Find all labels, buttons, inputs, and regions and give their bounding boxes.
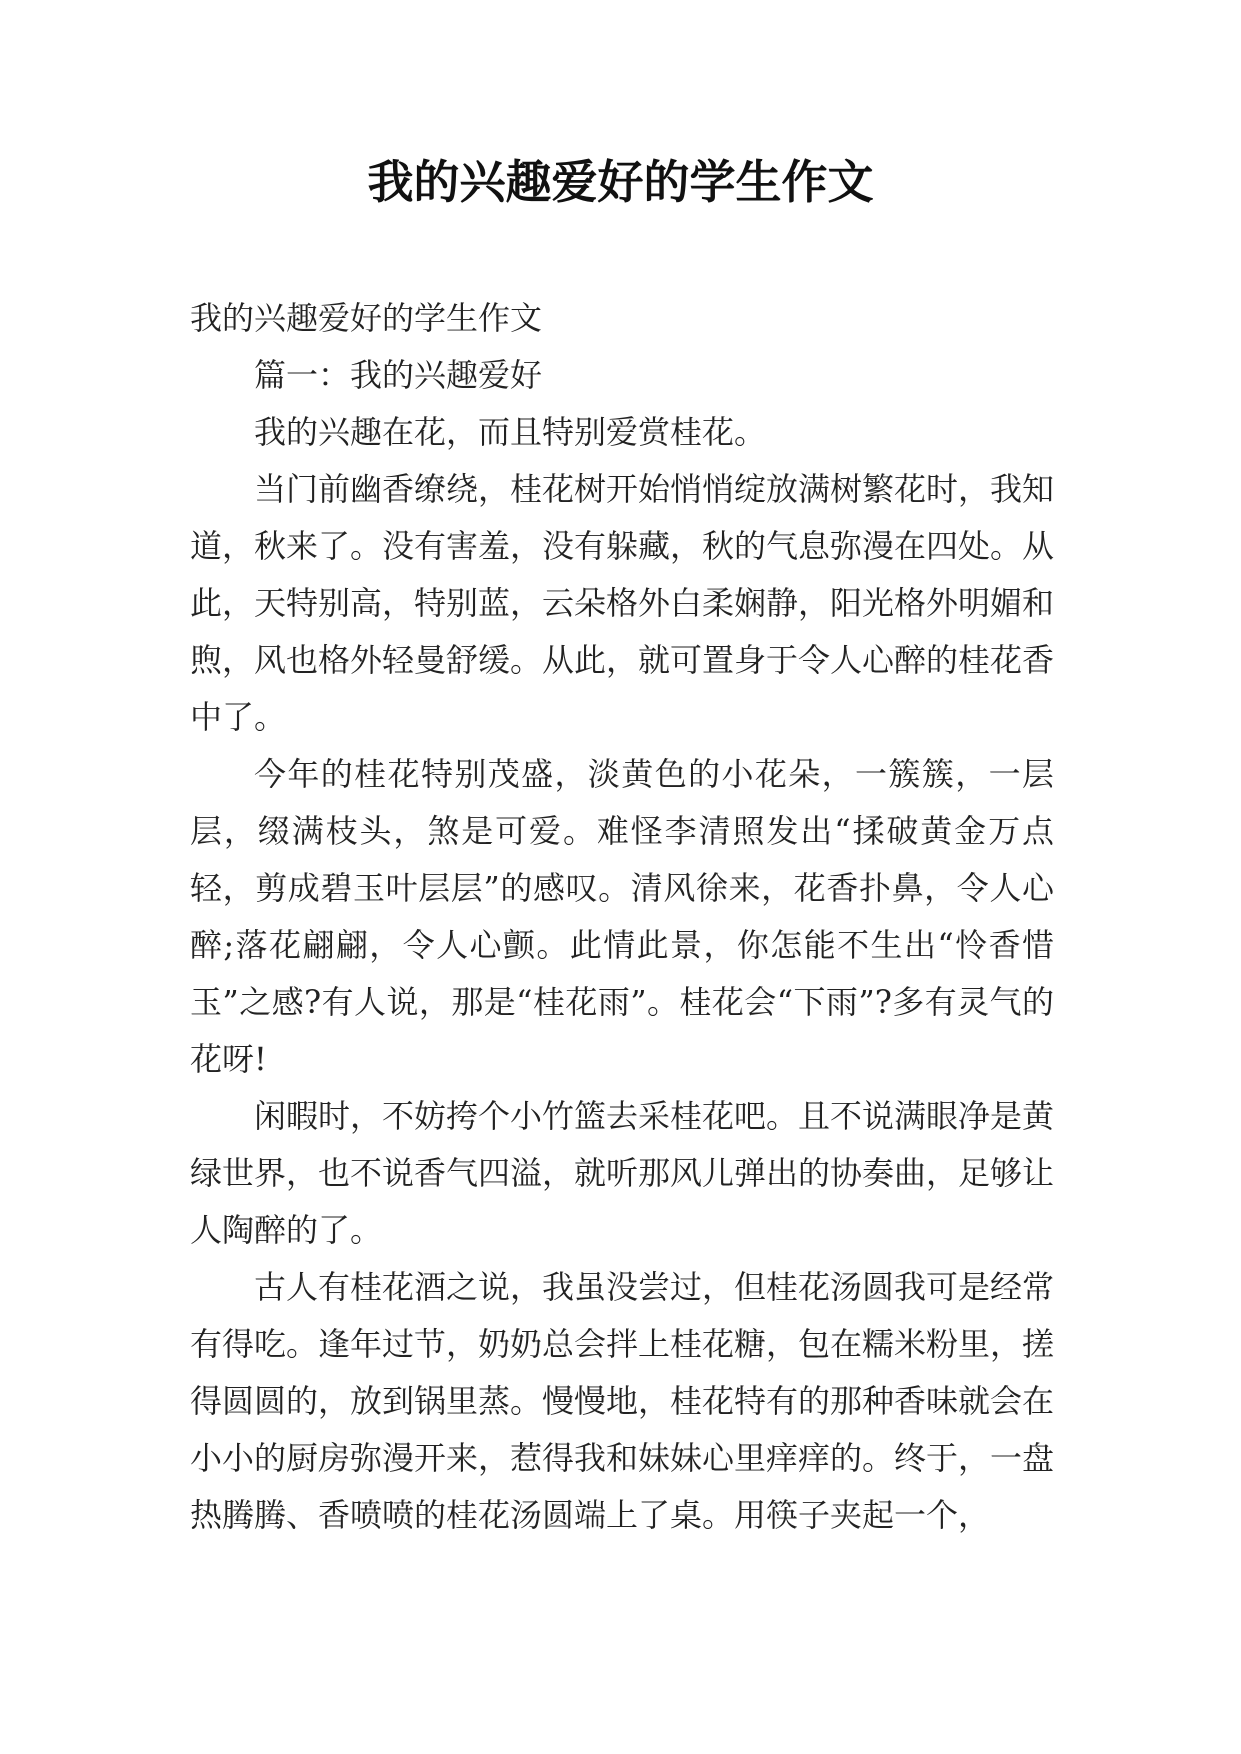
paragraph: 古人有桂花酒之说，我虽没尝过，但桂花汤圆我可是经常有得吃。逢年过节，奶奶总会拌上桂花糖，包在糯米粉里，搓得圆圆的，放到锅里蒸。慢慢地，桂花特有的那种香味就会在小小的厨房弥漫开来，惹得我和妹妹心里痒痒的。终于，一盘热腾腾、香喷喷的桂花汤圆端上了桌。用筷子夹起一个， — [190, 1268, 1055, 1534]
section-heading: 篇一：我的兴趣爱好 — [254, 356, 543, 394]
paragraph: 今年的桂花特别茂盛，淡黄色的小花朵，一簇簇，一层层，缀满枝头，煞是可爱。难怪李清照发出“揉破黄金万点轻，剪成碧玉叶层层”的感叹。清风徐来，花香扑鼻，令人心醉;落花翩翩，令人心颤。此情此景，你怎能不生出“怜香惜玉”之感?有人说，那是“桂花雨”。桂花会“下雨”?多有灵气的花呀! — [190, 755, 1054, 1078]
document-body — [190, 290, 1054, 1544]
paragraph: 我的兴趣在花，而且特别爱赏桂花。 — [254, 413, 767, 451]
essay-heading: 我的兴趣爱好的学生作文 — [190, 299, 543, 337]
document-title: 我的兴趣爱好的学生作文 — [367, 155, 874, 209]
paragraph: 闲暇时，不妨挎个小竹篮去采桂花吧。且不说满眼净是黄绿世界，也不说香气四溢，就听那风儿弹出的协奏曲，足够让人陶醉的了。 — [190, 1097, 1055, 1249]
paragraph: 当门前幽香缭绕，桂花树开始悄悄绽放满树繁花时，我知道，秋来了。没有害羞，没有躲藏，秋的气息弥漫在四处。从此，天特别高，特别蓝，云朵格外白柔娴静，阳光格外明媚和煦，风也格外轻曼舒缓。从此，就可置身于令人心醉的桂花香中了。 — [190, 470, 1055, 736]
